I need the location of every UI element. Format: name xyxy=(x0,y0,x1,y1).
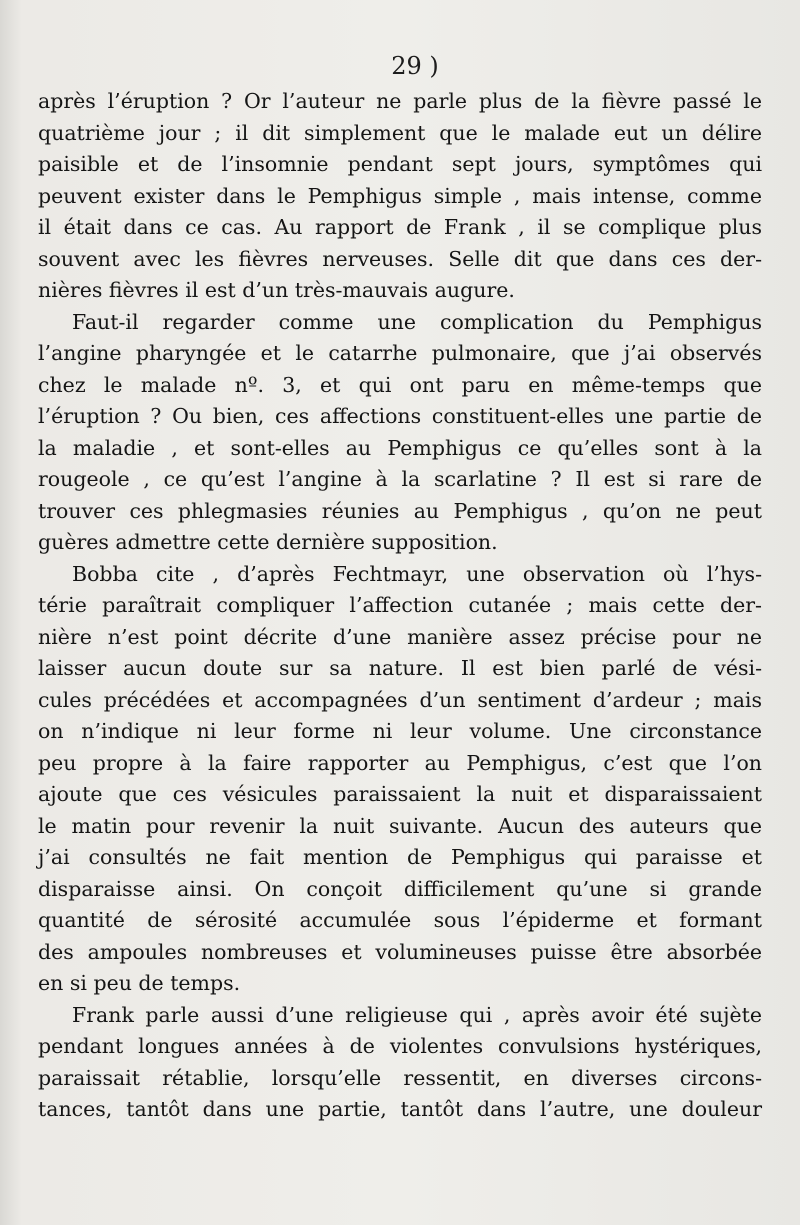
text-line: paraissait rétablie, lorsqu’elle ressentit, en diverses circons- xyxy=(38,1065,762,1090)
text-line: peuvent exister dans le Pemphigus simple , mais intense, comme xyxy=(38,183,762,208)
text-line: en si peu de temps. xyxy=(38,971,241,995)
body-text xyxy=(38,86,762,1126)
text-line: ajoute que ces vésicules paraissaient la nuit et disparaissaient xyxy=(38,782,762,806)
text-line: des ampoules nombreuses et volumineuses puisse être absorbée xyxy=(38,939,762,964)
text-line: nière n’est point décrite d’une manière assez précise pour ne xyxy=(38,624,762,649)
text-line: j’ai consultés ne fait mention de Pemphigus qui paraisse et xyxy=(38,845,762,869)
paragraph-4 xyxy=(38,1000,762,1126)
text-line: cules précédées et accompagnées d’un sentiment d’ardeur ; mais xyxy=(38,687,762,712)
text-line: disparaisse ainsi. On conçoit difficilement qu’une si grande xyxy=(38,876,762,901)
text-line: quantité de sérosité accumulée sous l’épiderme et formant xyxy=(38,908,762,932)
text-line: chez le malade nº. 3, et qui ont paru en même-temps que xyxy=(38,372,762,397)
text-line: la maladie , et sont-elles au Pemphigus ce qu’elles sont à la xyxy=(38,435,762,460)
text-line: pendant longues années à de violentes convulsions hystériques, xyxy=(38,1034,762,1058)
text-line: tances, tantôt dans une partie, tantôt dans l’autre, une douleur xyxy=(38,1097,762,1121)
text-line: Frank parle aussi d’une religieuse qui , après avoir été sujète xyxy=(72,1002,762,1027)
paragraph-2 xyxy=(38,307,762,559)
text-line: souvent avec les fièvres nerveuses. Selle dit que dans ces der- xyxy=(38,246,762,271)
text-line: trouver ces phlegmasies réunies au Pemphigus , qu’on ne peut xyxy=(38,498,762,523)
text-line: paisible et de l’insomnie pendant sept jours, symptômes qui xyxy=(38,152,762,176)
text-line: peu propre à la faire rapporter au Pemphigus, c’est que l’on xyxy=(38,750,762,775)
text-line: guères admettre cette dernière supposition. xyxy=(38,530,498,554)
page-number: 29 ) xyxy=(391,52,439,80)
paragraph-1 xyxy=(38,86,762,307)
text-line: Bobba cite , d’après Fechtmayr, une observation où l’hys- xyxy=(72,561,762,586)
text-line: Faut-il regarder comme une complication du Pemphigus xyxy=(72,309,762,334)
text-line: l’angine pharyngée et le catarrhe pulmonaire, que j’ai observés xyxy=(38,341,762,365)
text-line: après l’éruption ? Or l’auteur ne parle plus de la fièvre passé le xyxy=(38,89,762,113)
text-line: l’éruption ? Ou bien, ces affections constituent-elles une partie de xyxy=(38,404,762,428)
text-line: on n’indique ni leur forme ni leur volume. Une circonstance xyxy=(38,719,762,743)
text-line: térie paraîtrait compliquer l’affection cutanée ; mais cette der- xyxy=(38,593,762,617)
text-line: quatrième jour ; il dit simplement que le malade eut un délire xyxy=(38,120,762,145)
text-line: rougeole , ce qu’est l’angine à la scarlatine ? Il est si rare de xyxy=(38,467,762,491)
text-line: le matin pour revenir la nuit suivante. Aucun des auteurs que xyxy=(38,813,762,838)
text-line: laisser aucun doute sur sa nature. Il est bien parlé de vési- xyxy=(38,656,762,680)
paragraph-3 xyxy=(38,559,762,1000)
text-line: nières fièvres il est d’un très-mauvais augure. xyxy=(38,278,515,302)
text-line: il était dans ce cas. Au rapport de Frank , il se complique plus xyxy=(38,215,762,239)
